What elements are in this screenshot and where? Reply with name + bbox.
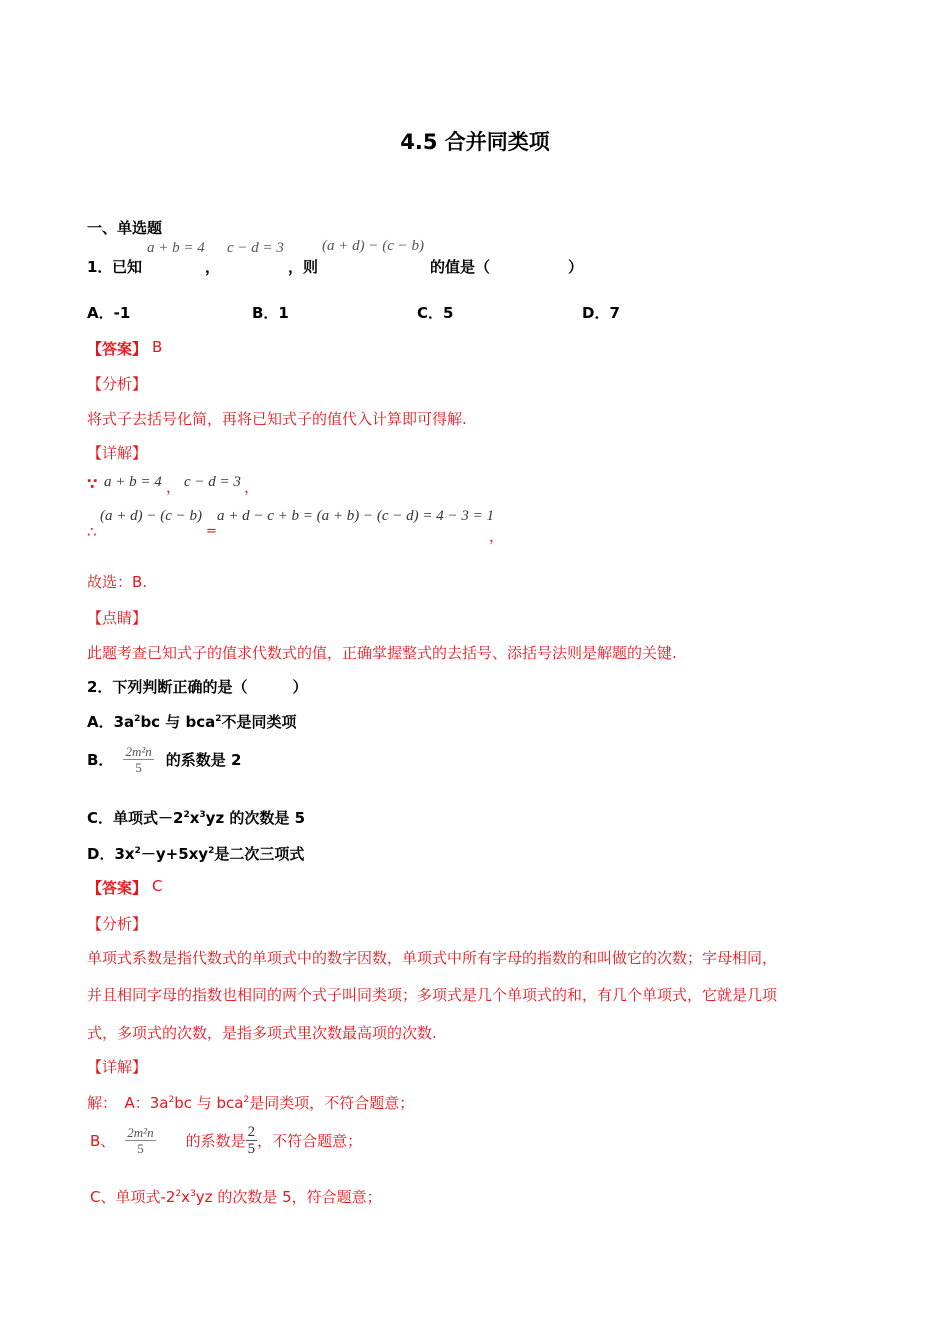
q1-analysis-tag: 【分析】 <box>87 375 148 393</box>
q2-analysis-tag: 【分析】 <box>87 915 148 933</box>
q2-d-sup1: 2 <box>134 846 141 856</box>
q1-given-2: c − d = 3 <box>184 474 241 490</box>
q2-det-c-mid: x <box>181 1188 191 1206</box>
q2-option-c[interactable] <box>87 807 305 828</box>
q2-detail-tag: 【详解】 <box>87 1058 148 1076</box>
q2-det-b-fraction <box>125 1125 155 1156</box>
q2-a-pre: A．3a <box>87 713 135 731</box>
q2-det-b-fden: 5 <box>247 1141 256 1157</box>
q1-close: ） <box>568 258 584 276</box>
q1-given-sep: ， <box>166 478 182 496</box>
because-symbol: ∵ <box>87 475 98 493</box>
q2-b-post: 的系数是 2 <box>165 751 242 769</box>
q2-det-b-mid: 的系数是 <box>185 1132 246 1150</box>
q1-detail-tag: 【详解】 <box>87 444 148 462</box>
q1-formula-2: c − d = 3 <box>227 240 284 256</box>
q2-det-b-pre: B、 <box>90 1132 116 1150</box>
q2-det-b-num: 2m²n <box>127 1125 154 1140</box>
q2-detail-a <box>87 1092 414 1113</box>
q1-answer: B <box>152 338 163 356</box>
q2-det-c-sup2: 3 <box>190 1189 196 1199</box>
q2-stem: 2．下列判断正确的是（ ） <box>87 678 308 696</box>
q2-det-a-mid: bc 与 bca <box>174 1094 244 1112</box>
q2-detail-c <box>90 1186 382 1207</box>
q2-analysis-line-3: 式，多项式的次数，是指多项式里次数最高项的次数. <box>87 1024 437 1042</box>
q1-answer-tag: 【答案】 <box>87 340 148 358</box>
q2-a-sup1: 2 <box>134 714 141 724</box>
q1-choice: 故选：B. <box>87 573 148 591</box>
q1-sep-1: ， <box>205 258 221 276</box>
q1-analysis: 将式子去括号化简，再将已知式子的值代入计算即可得解. <box>87 410 467 428</box>
q2-det-c-pre: C、单项式-2 <box>90 1188 176 1206</box>
q1-formula-3: (a + d) − (c − b) <box>322 238 425 254</box>
q2-detail-b <box>90 1124 362 1157</box>
q2-det-a-sup1: 2 <box>168 1095 175 1105</box>
q1-given-1: a + b = 4 <box>104 474 162 490</box>
q2-option-d[interactable] <box>87 843 304 864</box>
q1-suffix: 的值是（ <box>430 258 491 276</box>
q1-option-c[interactable]: C．5 <box>417 304 454 322</box>
q2-det-b-den: 5 <box>137 1141 144 1156</box>
q2-a-post: 不是同类项 <box>221 713 297 731</box>
q2-c-sup1: 2 <box>183 810 190 820</box>
q2-a-mid: bc 与 bca <box>140 713 216 731</box>
q2-d-pre: D．3x <box>87 845 135 863</box>
q2-analysis-line-2: 并且相同字母的指数也相同的两个式子叫同类项；多项式是几个单项式的和，有几个单项式，它就是几项 <box>87 986 778 1004</box>
q2-option-a[interactable] <box>87 711 297 732</box>
q2-d-sup2: 2 <box>208 846 215 856</box>
q1-number: 1． <box>87 258 113 276</box>
q2-c-post: yz 的次数是 5 <box>205 809 306 827</box>
q1-comment: 此题考查已知式子的值求代数式的值，正确掌握整式的去括号、添括号法则是解题的关键. <box>87 644 677 662</box>
page-title: 4.5 合并同类项 <box>400 130 550 154</box>
q1-prefix: 已知 <box>112 258 143 276</box>
section-heading: 一、单选题 <box>87 219 163 237</box>
q2-det-c-post: yz 的次数是 5，符合题意； <box>195 1188 382 1206</box>
q2-det-b-fnum: 2 <box>247 1124 256 1140</box>
q2-b-pre: B． <box>87 751 114 769</box>
q2-b-den: 5 <box>135 760 142 775</box>
q2-c-mid: x <box>189 809 200 827</box>
q1-sep-2: ，则 <box>288 258 319 276</box>
q2-c-pre: C．单项式－2 <box>87 809 184 827</box>
q2-det-c-sup1: 2 <box>175 1189 182 1199</box>
q1-given-end: ， <box>244 478 260 496</box>
q2-det-a-post: 是同类项，不符合题意； <box>249 1094 415 1112</box>
q1-formula-1: a + b = 4 <box>147 240 205 256</box>
q2-answer: C <box>152 877 163 895</box>
q1-comment-tag: 【点睛】 <box>87 609 148 627</box>
q2-det-b-answer-fraction <box>246 1124 258 1157</box>
q1-option-d[interactable]: D．7 <box>582 304 620 322</box>
q2-b-num: 2m²n <box>125 744 152 759</box>
q2-answer-tag: 【答案】 <box>87 879 148 897</box>
q1-equals: = <box>206 524 217 539</box>
q2-det-a-pre: 解： A：3a <box>87 1094 169 1112</box>
q2-d-post: 是二次三项式 <box>214 845 305 863</box>
q2-d-mid: －y+5xy <box>140 845 209 863</box>
q2-det-a-sup2: 2 <box>243 1095 250 1105</box>
q1-rhs: a + d − c + b = (a + b) − (c − d) = 4 − 3 = 1 <box>217 508 495 524</box>
q2-analysis-line-1: 单项式系数是指代数式的单项式中的数字因数，单项式中所有字母的指数的和叫做它的次数；字母相同， <box>87 949 778 967</box>
q2-det-b-post: ，不符合题意； <box>257 1132 363 1150</box>
q2-c-sup2: 3 <box>199 810 206 820</box>
q1-lhs: (a + d) − (c − b) <box>100 508 203 524</box>
therefore-symbol: ∴ <box>87 523 97 541</box>
q1-option-a[interactable]: A．-1 <box>87 304 131 322</box>
q2-a-sup2: 2 <box>215 714 222 724</box>
q1-option-b[interactable]: B．1 <box>252 304 289 322</box>
q2-b-fraction <box>123 744 153 775</box>
q1-rhs-end: ， <box>489 527 505 545</box>
q2-option-b[interactable] <box>87 744 241 775</box>
